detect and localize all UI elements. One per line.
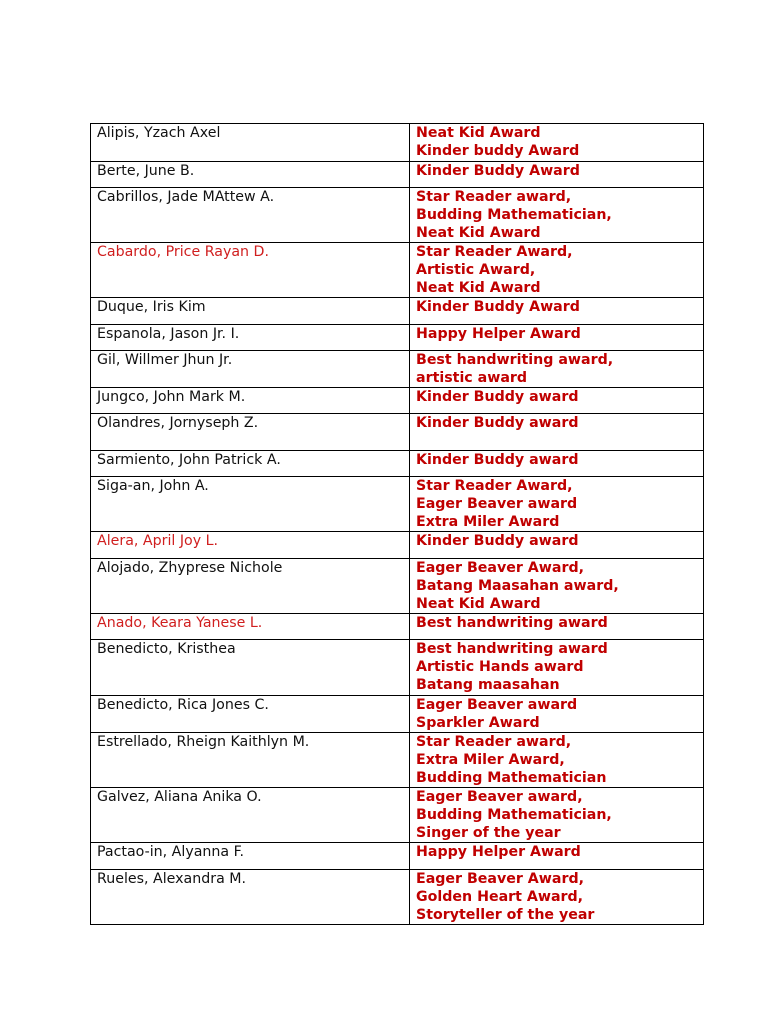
student-name: Sarmiento, John Patrick A. xyxy=(91,451,410,477)
student-name: Cabrillos, Jade MAttew A. xyxy=(91,188,410,243)
student-name: Espanola, Jason Jr. I. xyxy=(91,325,410,351)
award-text: Happy Helper Award xyxy=(416,326,581,342)
table-row xyxy=(91,414,704,451)
award-text: Eager Beaver award, xyxy=(416,789,583,805)
award-text: Kinder Buddy Award xyxy=(416,299,580,315)
table-row xyxy=(91,614,704,640)
award-text: Kinder Buddy Award xyxy=(416,163,580,179)
award-text: Best handwriting award xyxy=(416,615,608,631)
award-text: Eager Beaver award xyxy=(416,697,578,713)
award-text: Eager Beaver Award, xyxy=(416,560,584,576)
award-text: Extra Miler Award xyxy=(416,514,560,530)
award-cell xyxy=(410,451,704,477)
award-cell xyxy=(410,843,704,870)
award-text: Neat Kid Award xyxy=(416,225,541,241)
student-name: Gil, Willmer Jhun Jr. xyxy=(91,351,410,388)
award-cell xyxy=(410,696,704,733)
table-row xyxy=(91,870,704,925)
table-row xyxy=(91,351,704,388)
award-text: Kinder buddy Award xyxy=(416,143,580,159)
award-text: Batang maasahan xyxy=(416,677,560,693)
table-row xyxy=(91,325,704,351)
award-text: Star Reader award, xyxy=(416,189,572,205)
award-text: artistic award xyxy=(416,370,528,386)
award-text: Storyteller of the year xyxy=(416,907,595,923)
table-row xyxy=(91,477,704,532)
award-text: Kinder Buddy award xyxy=(416,415,579,431)
table-row xyxy=(91,188,704,243)
award-text: Singer of the year xyxy=(416,825,561,841)
student-name: Anado, Keara Yanese L. xyxy=(91,614,410,640)
award-text: Neat Kid Award xyxy=(416,125,541,141)
award-text: Best handwriting award, xyxy=(416,352,614,368)
award-text: Budding Mathematician, xyxy=(416,807,612,823)
student-name: Pactao-in, Alyanna F. xyxy=(91,843,410,870)
award-text: Neat Kid Award xyxy=(416,596,541,612)
award-cell xyxy=(410,614,704,640)
award-cell xyxy=(410,640,704,696)
table-row xyxy=(91,162,704,188)
student-name: Jungco, John Mark M. xyxy=(91,388,410,414)
award-cell xyxy=(410,162,704,188)
student-name: Benedicto, Kristhea xyxy=(91,640,410,696)
award-text: Sparkler Award xyxy=(416,715,540,731)
student-name: Alera, April Joy L. xyxy=(91,532,410,559)
award-text: Neat Kid Award xyxy=(416,280,541,296)
award-text: Batang Maasahan award, xyxy=(416,578,619,594)
award-cell xyxy=(410,351,704,388)
table-row xyxy=(91,532,704,559)
student-name: Rueles, Alexandra M. xyxy=(91,870,410,925)
student-name: Olandres, Jornyseph Z. xyxy=(91,414,410,451)
table-row xyxy=(91,243,704,298)
student-name: Galvez, Aliana Anika O. xyxy=(91,788,410,843)
award-text: Best handwriting award xyxy=(416,641,608,657)
award-cell xyxy=(410,733,704,788)
awards-table-body xyxy=(91,124,704,925)
table-row xyxy=(91,559,704,614)
table-row xyxy=(91,843,704,870)
student-name: Siga-an, John A. xyxy=(91,477,410,532)
award-text: Kinder Buddy award xyxy=(416,533,579,549)
table-row xyxy=(91,388,704,414)
award-text: Golden Heart Award, xyxy=(416,889,584,905)
student-name: Berte, June B. xyxy=(91,162,410,188)
award-cell xyxy=(410,124,704,162)
award-text: Extra Miler Award, xyxy=(416,752,565,768)
award-text: Eager Beaver award xyxy=(416,496,578,512)
award-cell xyxy=(410,243,704,298)
award-cell xyxy=(410,532,704,559)
award-cell xyxy=(410,870,704,925)
student-name: Alipis, Yzach Axel xyxy=(91,124,410,162)
student-name: Cabardo, Price Rayan D. xyxy=(91,243,410,298)
student-name: Duque, Iris Kim xyxy=(91,298,410,325)
award-text: Artistic Hands award xyxy=(416,659,584,675)
award-cell xyxy=(410,388,704,414)
award-text: Happy Helper Award xyxy=(416,844,581,860)
table-row xyxy=(91,788,704,843)
awards-document xyxy=(90,123,704,925)
award-text: Budding Mathematician xyxy=(416,770,607,786)
award-cell xyxy=(410,477,704,532)
award-cell xyxy=(410,414,704,451)
table-row xyxy=(91,640,704,696)
table-row xyxy=(91,733,704,788)
award-text: Star Reader Award, xyxy=(416,244,573,260)
student-name: Alojado, Zhyprese Nichole xyxy=(91,559,410,614)
award-text: Budding Mathematician, xyxy=(416,207,612,223)
award-text: Star Reader Award, xyxy=(416,478,573,494)
table-row xyxy=(91,124,704,162)
award-cell xyxy=(410,325,704,351)
award-cell xyxy=(410,788,704,843)
table-row xyxy=(91,451,704,477)
table-row xyxy=(91,298,704,325)
awards-table xyxy=(90,123,704,925)
award-text: Kinder Buddy award xyxy=(416,452,579,468)
student-name: Benedicto, Rica Jones C. xyxy=(91,696,410,733)
award-text: Kinder Buddy award xyxy=(416,389,579,405)
student-name: Estrellado, Rheign Kaithlyn M. xyxy=(91,733,410,788)
award-text: Artistic Award, xyxy=(416,262,536,278)
award-cell xyxy=(410,298,704,325)
award-text: Star Reader award, xyxy=(416,734,572,750)
award-cell xyxy=(410,188,704,243)
table-row xyxy=(91,696,704,733)
award-cell xyxy=(410,559,704,614)
award-text: Eager Beaver Award, xyxy=(416,871,584,887)
